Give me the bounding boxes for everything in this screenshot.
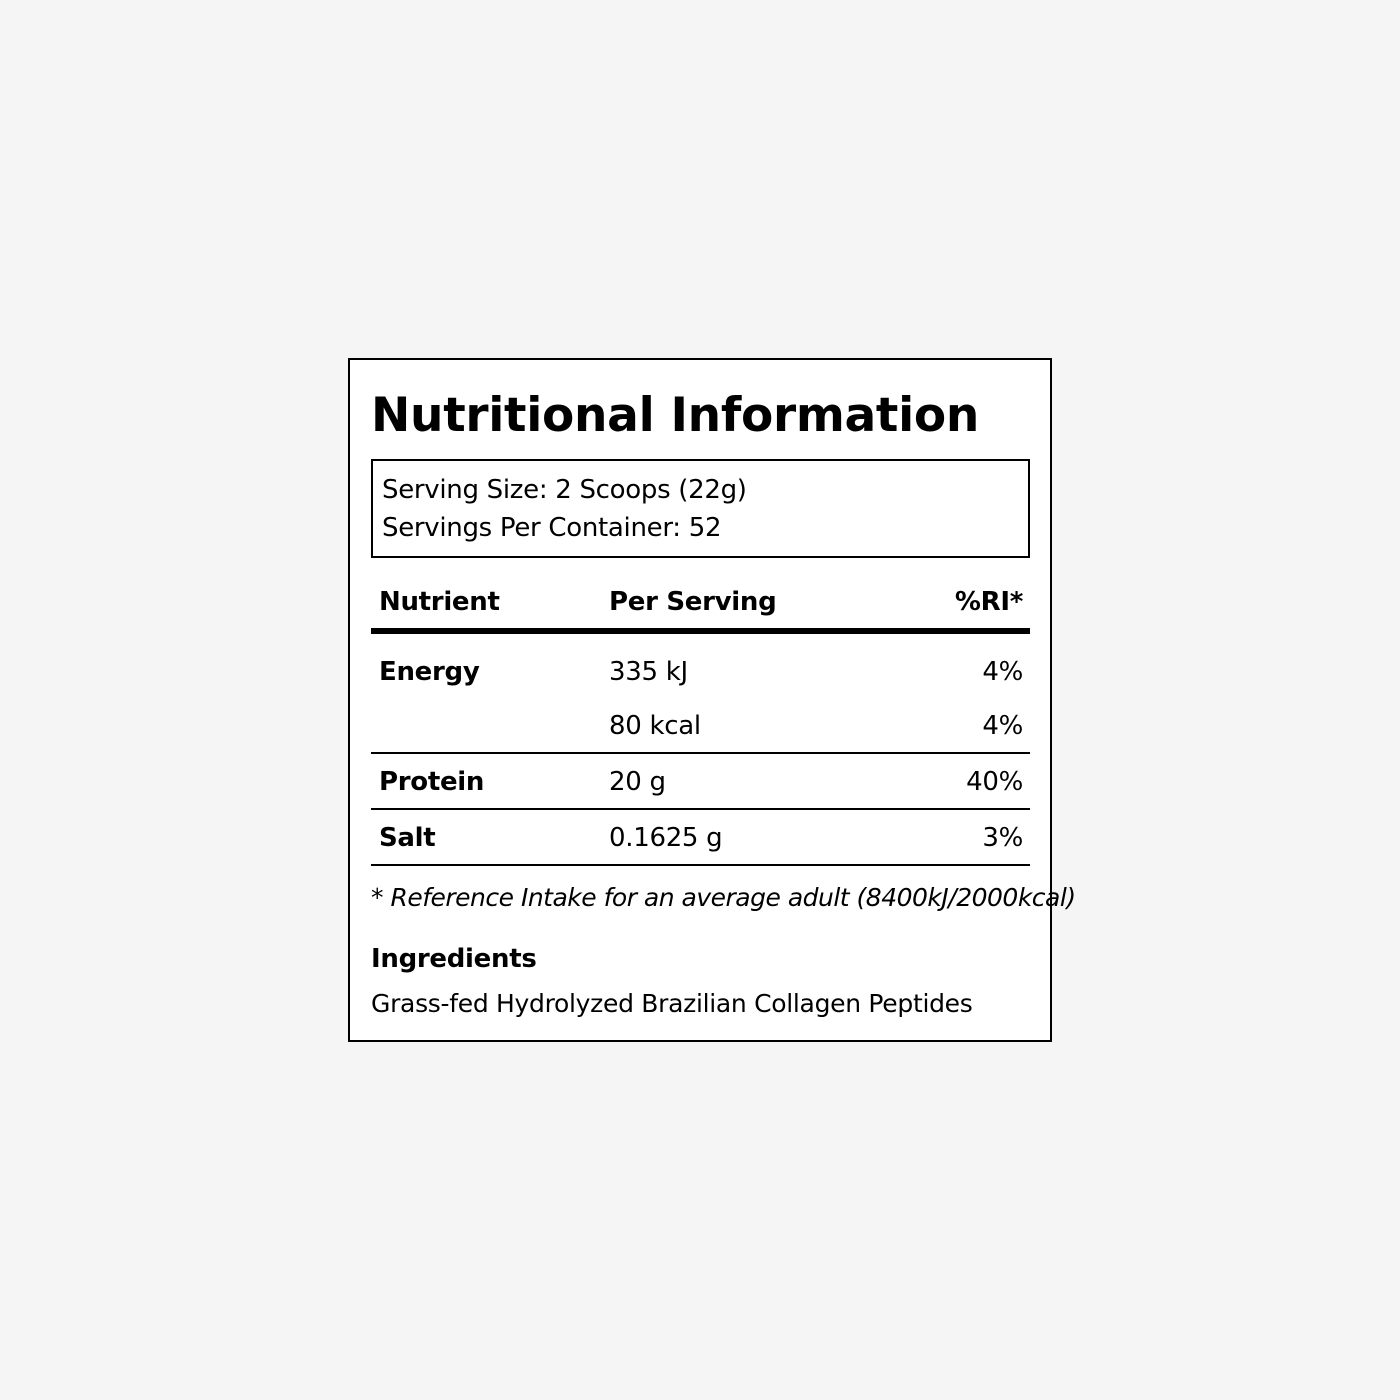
label-title: Nutritional Information [371,388,980,443]
row-ri-salt: 3% [982,823,1023,853]
row-ri-energy-kj: 4% [982,657,1023,687]
header-nutrient: Nutrient [379,587,500,617]
row-value-protein: 20 g [609,767,666,797]
ingredients-heading: Ingredients [371,944,537,974]
row-value-salt: 0.1625 g [609,823,723,853]
row-nutrient-energy: Energy [379,657,480,687]
row-nutrient-protein: Protein [379,767,485,797]
ingredients-text: Grass-fed Hydrolyzed Brazilian Collagen Peptides [371,989,973,1018]
row-divider [371,808,1030,810]
serving-info-box [371,459,1030,558]
header-divider [371,628,1030,634]
header-per-serving: Per Serving [609,587,777,617]
row-ri-energy-kcal: 4% [982,711,1023,741]
row-divider [371,752,1030,754]
reference-intake-footnote: * Reference Intake for an average adult (8400kJ/2000kcal) [371,883,1076,912]
serving-size: Serving Size: 2 Scoops (22g) [382,475,747,505]
row-value-energy-kcal: 80 kcal [609,711,701,741]
header-ri: %RI* [954,587,1023,617]
row-nutrient-salt: Salt [379,823,436,853]
row-value-energy-kj: 335 kJ [609,657,688,687]
row-ri-protein: 40% [966,767,1023,797]
row-divider [371,864,1030,866]
nutrition-label [348,358,1076,1042]
servings-per-container: Servings Per Container: 52 [382,513,722,543]
